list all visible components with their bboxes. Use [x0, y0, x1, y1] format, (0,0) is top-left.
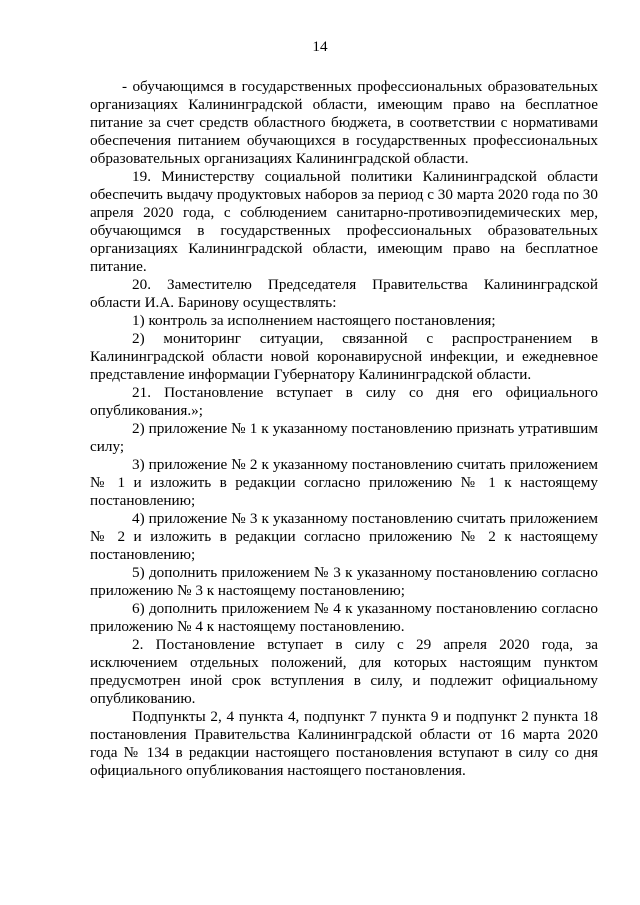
paragraph-subitem-6: 6) дополнить приложением № 4 к указанному постановлению согласно приложению № 4 к настоящему постановлению.	[90, 600, 598, 635]
paragraph-effective-date-note: Подпункты 2, 4 пункта 4, подпункт 7 пункта 9 и подпункт 2 пункта 18 постановления Правительства Калининградской области от 16 марта 2020 года № 134 в редакции настоящего постановления вступают в силу со дня официального опубликования настоящего постановления.	[90, 708, 598, 779]
paragraph-subitem-5: 5) дополнить приложением № 3 к указанному постановлению согласно приложению № 3 к настоящему постановлению;	[90, 564, 598, 599]
paragraph-item-20: 20. Заместителю Председателя Правительства Калининградской области И.А. Баринову осуществлять:	[90, 276, 598, 311]
paragraph-item-20-sub-2: 2) мониторинг ситуации, связанной с распространением в Калининградской области новой коронавирусной инфекции, и ежедневное представление информации Губернатору Калининградской области.	[90, 330, 598, 383]
paragraph-subitem-4: 4) приложение № 3 к указанному постановлению считать приложением № 2 и изложить в редакции согласно приложению № 2 к настоящему постановлению;	[90, 510, 598, 563]
paragraph-item-20-sub-1: 1) контроль за исполнением настоящего постановления;	[132, 312, 496, 329]
paragraph-subitem-3: 3) приложение № 2 к указанному постановлению считать приложением № 1 и изложить в редакции согласно приложению № 1 к настоящему постановлению;	[90, 456, 598, 509]
page-number: 14	[312, 38, 328, 55]
paragraph-students-list-item: - обучающимся в государственных профессиональных образовательных организациях Калининградской области, имеющим право на бесплатное питание за счет средств областного бюджета, в соответствии с нормативами обеспечения питанием обучающихся в государственных профессиональных образовательных организациях Калининградской области.	[90, 78, 598, 167]
paragraph-section-2: 2. Постановление вступает в силу с 29 апреля 2020 года, за исключением отдельных положений, для которых настоящим пунктом предусмотрен иной срок вступления в силу, и подлежит официальному опубликованию.	[90, 636, 598, 707]
paragraph-item-21: 21. Постановление вступает в силу со дня его официального опубликования.»;	[90, 384, 598, 419]
paragraph-subitem-2: 2) приложение № 1 к указанному постановлению признать утратившим силу;	[90, 420, 598, 455]
document-body	[90, 78, 598, 780]
paragraph-item-19: 19. Министерству социальной политики Калининградской области обеспечить выдачу продуктовых наборов за период с 30 марта 2020 года по 30 апреля 2020 года, с соблюдением санитарно-противоэпидемических мер, обучающимся в государственных профессиональных образовательных организациях Калининградской области, имеющим право на бесплатное питание.	[90, 168, 598, 275]
